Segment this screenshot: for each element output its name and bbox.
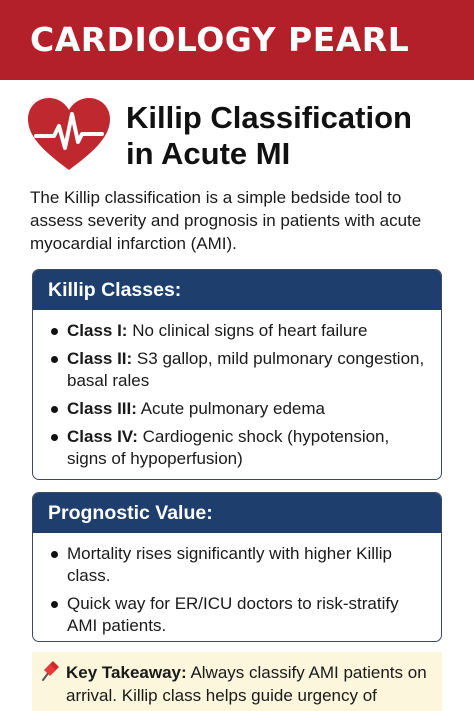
list-item: Quick way for ER/ICU doctors to risk-stratify AMI patients. (49, 593, 427, 637)
list-item (49, 348, 427, 392)
title-line-1: Killip Classification (126, 100, 412, 135)
prognostic-value-heading: Prognostic Value: (33, 493, 441, 533)
heart-ecg-icon (28, 98, 110, 172)
page-title (126, 100, 466, 172)
takeaway-text: Always classify AMI patients on arrival. Killip class helps guide urgency of (66, 663, 427, 705)
list-item: Mortality rises significantly with higher Killip class. (49, 543, 427, 587)
key-takeaway (32, 652, 442, 711)
banner-title: CARDIOLOGY PEARL (30, 20, 410, 59)
list-item (49, 398, 427, 420)
banner (0, 0, 474, 80)
class-description: Cardiogenic shock (hypotension, signs of hypoperfusion) (67, 427, 390, 468)
takeaway-label: Key Takeaway: (66, 663, 187, 682)
class-description: Acute pulmonary edema (136, 399, 325, 418)
killip-classes-list (33, 310, 441, 480)
pushpin-icon (38, 659, 60, 683)
class-label: Class III: (67, 399, 137, 418)
class-description: S3 gallop, mild pulmonary congestion, basal rales (67, 349, 425, 390)
class-label: Class IV: (67, 427, 138, 446)
killip-classes-heading: Killip Classes: (33, 270, 441, 310)
intro-paragraph: The Killip classification is a simple bedside tool to assess severity and prognosis in patients with acute myocardial infarction (AMI). (30, 188, 422, 253)
list-item (49, 320, 427, 342)
prognostic-list (33, 533, 441, 642)
class-description: No clinical signs of heart failure (127, 321, 368, 340)
class-label: Class I: (67, 321, 128, 340)
prognostic-value-card (32, 492, 442, 642)
title-row (28, 96, 458, 186)
class-label: Class II: (67, 349, 133, 368)
list-item (49, 426, 427, 470)
killip-classes-card (32, 269, 442, 480)
title-line-2: in Acute MI (126, 136, 291, 171)
